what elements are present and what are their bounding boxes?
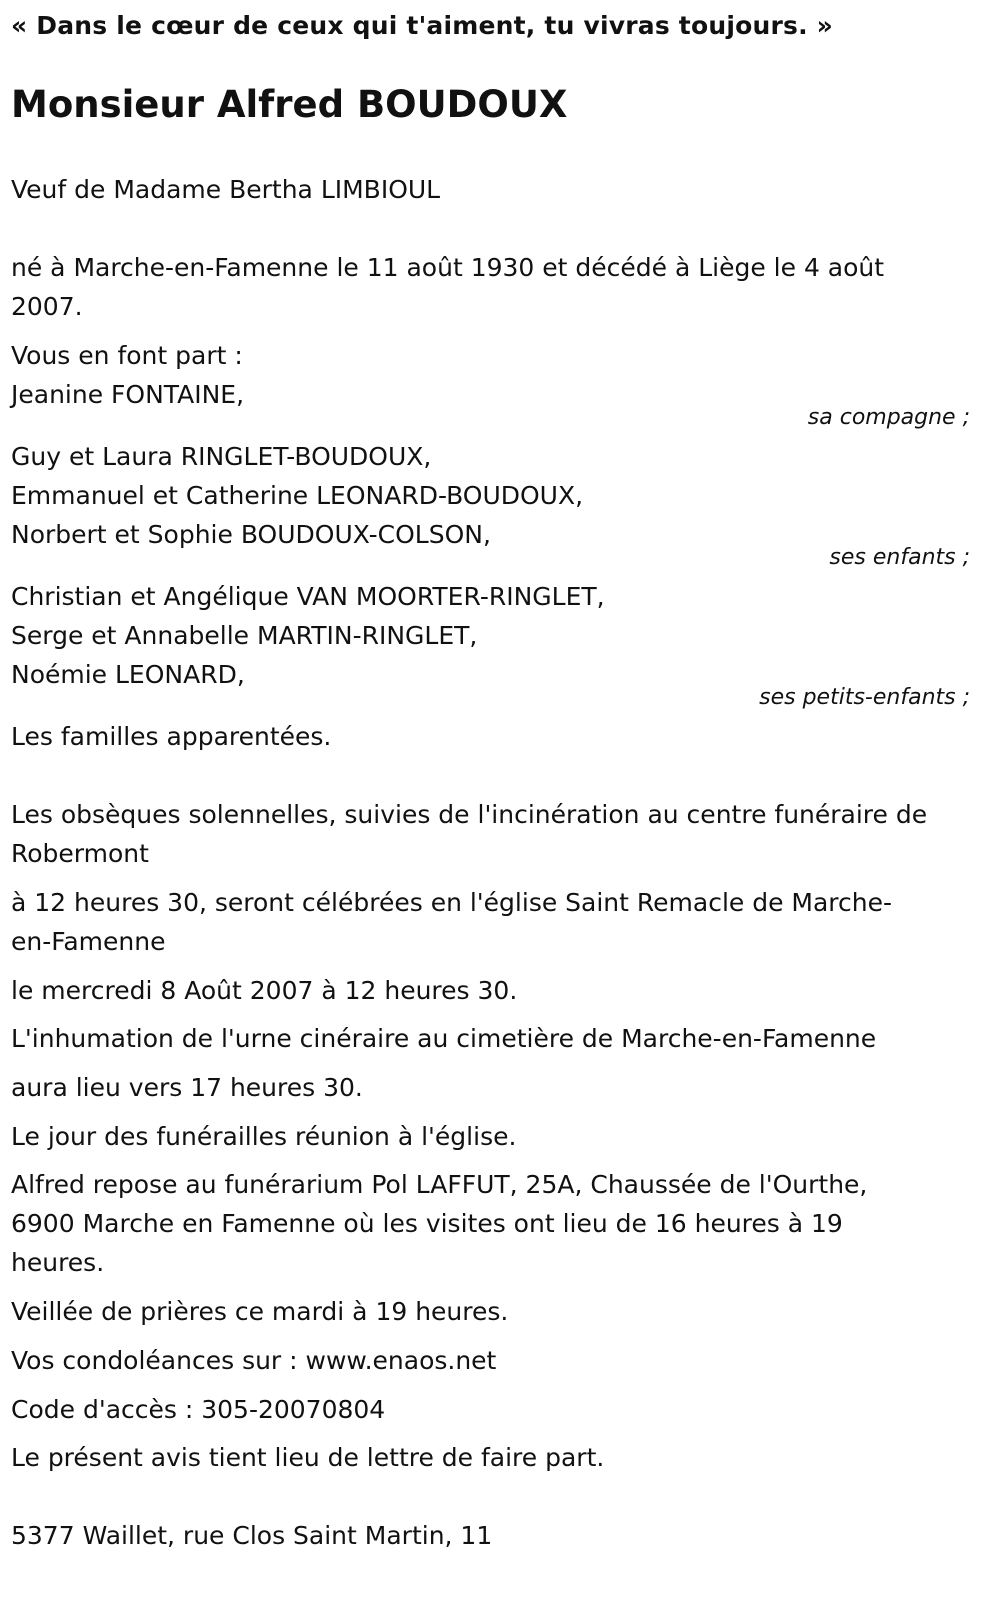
companion-role: sa compagne ; (807, 405, 970, 430)
families-line: Les familles apparentées. (11, 722, 332, 751)
widower-line: Veuf de Madame Bertha LIMBIOUL (11, 175, 441, 204)
deceased-name-title: Monsieur Alfred BOUDOUX (11, 83, 568, 126)
birth-death-line-1: né à Marche-en-Famenne le 11 août 1930 et décédé à Liège le 4 août (11, 253, 885, 282)
epigraph-quote: « Dans le cœur de ceux qui t'aiment, tu vivras toujours. » (11, 11, 834, 40)
companion-name: Jeanine FONTAINE, (11, 380, 245, 409)
meeting-line: Le jour des funérailles réunion à l'église. (11, 1122, 517, 1151)
condolences-line: Vos condoléances sur : www.enaos.net (11, 1346, 497, 1375)
children-role: ses enfants ; (829, 545, 970, 570)
grandchildren-role: ses petits-enfants ; (759, 685, 970, 710)
address-line: 5377 Waillet, rue Clos Saint Martin, 11 (11, 1521, 493, 1550)
funeral-date: le mercredi 8 Août 2007 à 12 heures 30. (11, 976, 518, 1005)
rest-line-1: Alfred repose au funérarium Pol LAFFUT, 25A, Chaussée de l'Ourthe, (11, 1170, 868, 1199)
church-line-1: à 12 heures 30, seront célébrées en l'église Saint Remacle de Marche- (11, 888, 893, 917)
grandchild-name: Christian et Angélique VAN MOORTER-RINGLET, (11, 582, 605, 611)
grandchild-name: Serge et Annabelle MARTIN-RINGLET, (11, 621, 478, 650)
child-name: Guy et Laura RINGLET-BOUDOUX, (11, 442, 432, 471)
rest-line-2: 6900 Marche en Famenne où les visites ont lieu de 16 heures à 19 (11, 1209, 843, 1238)
child-name: Norbert et Sophie BOUDOUX-COLSON, (11, 520, 491, 549)
burial-time-line: aura lieu vers 17 heures 30. (11, 1073, 363, 1102)
child-name: Emmanuel et Catherine LEONARD-BOUDOUX, (11, 481, 584, 510)
access-code-line: Code d'accès : 305-20070804 (11, 1395, 386, 1424)
grandchild-name: Noémie LEONARD, (11, 660, 245, 689)
rest-line-3: heures. (11, 1248, 105, 1277)
vigil-line: Veillée de prières ce mardi à 19 heures. (11, 1297, 509, 1326)
ceremony-line-1: Les obsèques solennelles, suivies de l'incinération au centre funéraire de (11, 800, 928, 829)
birth-death-line-2: 2007. (11, 292, 83, 321)
ceremony-line-2: Robermont (11, 839, 149, 868)
notice-line: Le présent avis tient lieu de lettre de faire part. (11, 1443, 605, 1472)
church-line-2: en-Famenne (11, 927, 166, 956)
burial-line: L'inhumation de l'urne cinéraire au cimetière de Marche-en-Famenne (11, 1024, 877, 1053)
announcement-intro: Vous en font part : (11, 341, 243, 370)
